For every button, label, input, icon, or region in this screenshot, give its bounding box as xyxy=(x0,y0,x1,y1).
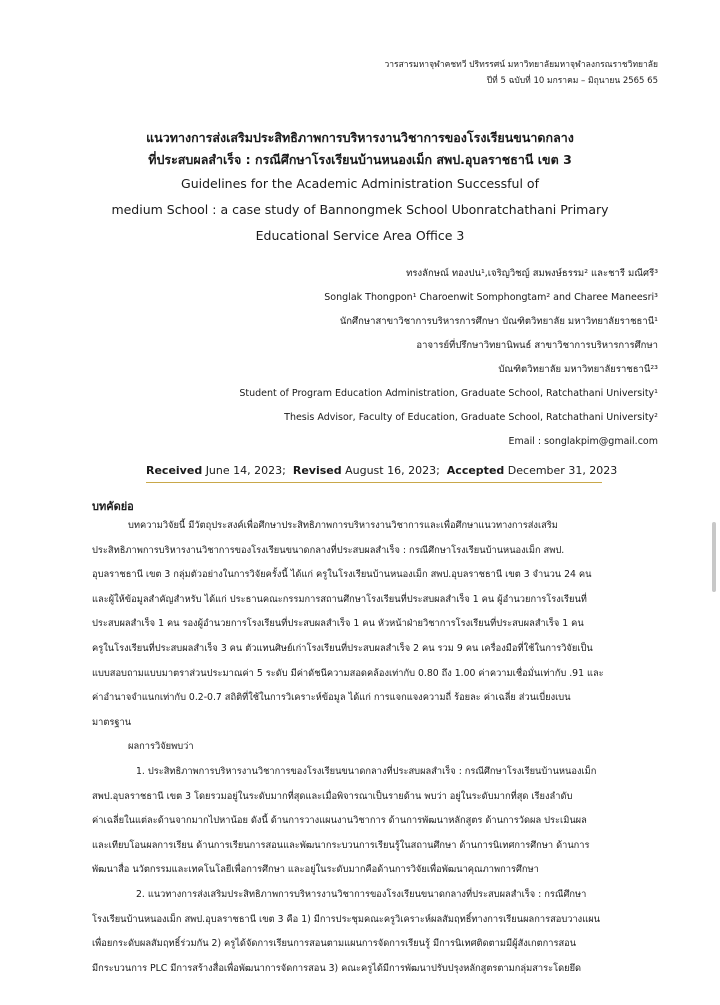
journal-name: วารสารมหาจุฬาคชทวี ปริทรรศน์ มหาวิทยาลัยมหาจุฬาลงกรณราชวิทยาลัย xyxy=(384,60,658,70)
affiliation-english-1: Student of Program Education Administration, Graduate School, Ratchathani University¹ xyxy=(239,388,658,399)
abstract-line: ประสบผลสำเร็จ 1 คน รองผู้อำนวยการโรงเรียนที่ประสบผลสำเร็จ 1 คน หัวหน้าฝ่ายวิชาการโรงเรียนที่ประสบผลสำเร็จ 1 คน xyxy=(92,618,584,630)
abstract-line: ค่าเฉลี่ยในแต่ละด้านจากมากไปหาน้อย ดังนี้ ด้านการวางแผนงานวิชาการ ด้านการพัฒนาหลักสูตร ด้านการวัดผล ประเมินผล xyxy=(92,815,587,827)
authors-thai: ทรงลักษณ์ ทองปน¹,เจริญวิชญ์ สมพงษ์ธรรม² และชารี มณีศรี³ xyxy=(406,268,658,279)
results-heading: ผลการวิจัยพบว่า xyxy=(128,741,194,753)
paper-title-block xyxy=(70,127,650,249)
journal-header xyxy=(384,57,658,89)
author-email: Email : songlakpim@gmail.com xyxy=(508,436,658,447)
abstract-line: โรงเรียนบ้านหนองเม็ก สพป.อุบลราชธานี เขต 3 คือ 1) มีการประชุมคณะครูวิเคราะห์ผลสัมฤทธิ์ทางการเรียนผลการสอบวางแผน xyxy=(92,913,601,925)
abstract-line: พัฒนาสื่อ นวัตกรรมและเทคโนโลยีเพื่อการศึกษา และอยู่ในระดับมากคือด้านการวิจัยเพื่อพัฒนาคุณภาพการศึกษา xyxy=(92,864,539,876)
received-date: June 14, 2023; xyxy=(205,464,286,477)
title-thai-line-1: แนวทางการส่งเสริมประสิทธิภาพการบริหารงานวิชาการของโรงเรียนขนาดกลาง xyxy=(146,130,574,145)
title-english-line-2: medium School : a case study of Bannongmek School Ubonratchathani Primary xyxy=(111,202,609,217)
affiliation-thai-2: อาจารย์ที่ปรึกษาวิทยานิพนธ์ สาขาวิชาการบริหารการศึกษา xyxy=(416,340,658,351)
author-block xyxy=(239,262,658,454)
revised-date: August 16, 2023; xyxy=(345,464,440,477)
title-english-line-3: Educational Service Area Office 3 xyxy=(255,228,465,243)
title-thai-line-2: ที่ประสบผลสำเร็จ : กรณีศึกษาโรงเรียนบ้านหนองเม็ก สพป.อุบลราชธานี เขต 3 xyxy=(148,152,572,167)
received-label: Received xyxy=(146,464,203,477)
abstract-line: 2. แนวทางการส่งเสริมประสิทธิภาพการบริหารงานวิชาการของโรงเรียนขนาดกลางที่ประสบผลสำเร็จ : กรณีศึกษา xyxy=(136,888,587,900)
abstract-heading: บทคัดย่อ xyxy=(92,500,134,513)
abstract-line: ครูในโรงเรียนที่ประสบผลสำเร็จ 3 คน ตัวแทนศิษย์เก่าโรงเรียนที่ประสบผลสำเร็จ 2 คน รวม 9 คน เครื่องมือที่ใช้ในการวิจัยเป็น xyxy=(92,642,593,654)
abstract-line: และผู้ให้ข้อมูลสำคัญสำหรับ ได้แก่ ประธานคณะกรรมการสถานศึกษาโรงเรียนที่ประสบผลสำเร็จ 1 คน ผู้อำนวยการโรงเรียนที่ xyxy=(92,593,587,605)
scrollbar-thumb[interactable] xyxy=(712,522,716,592)
abstract-line: อุบลราชธานี เขต 3 กลุ่มตัวอย่างในการวิจัยครั้งนี้ ได้แก่ ครูในโรงเรียนบ้านหนองเม็ก สพป.อุบลราชธานี เขต 3 จำนวน 24 คน xyxy=(92,569,592,581)
abstract-line: มีกระบวนการ PLC มีการสร้างสื่อเพื่อพัฒนาการจัดการสอน 3) คณะครูได้มีการพัฒนาปรับปรุงหลักสูตรตามกลุ่มสาระโดยยึด xyxy=(92,962,582,974)
abstract-body xyxy=(92,514,658,981)
accepted-label: Accepted xyxy=(446,464,505,477)
accepted-date: December 31, 2023 xyxy=(507,464,618,477)
abstract-line: ค่าอำนาจจำแนกเท่ากับ 0.2-0.7 สถิติที่ใช้ในการวิเคราะห์ข้อมูล ได้แก่ การแจกแจงความถี่ ร้อยละ ค่าเฉลี่ย ส่วนเบี่ยงเบน xyxy=(92,692,571,704)
dates-divider xyxy=(146,482,602,483)
abstract-line: บทความวิจัยนี้ มีวัตถุประสงค์เพื่อศึกษาประสิทธิภาพการบริหารงานวิชาการและเพื่อศึกษาแนวทางการส่งเสริม xyxy=(128,520,558,531)
abstract-line: และเทียบโอนผลการเรียน ด้านการเรียนการสอนและพัฒนากระบวนการเรียนรู้ในสถานศึกษา ด้านการนิเทศการศึกษา ด้านการ xyxy=(92,839,590,851)
revised-label: Revised xyxy=(292,464,342,477)
abstract-line: สพป.อุบลราชธานี เขต 3 โดยรวมอยู่ในระดับมากที่สุดและเมื่อพิจารณาเป็นรายด้าน พบว่า อยู่ในระดับมากที่สุด เรียงลำดับ xyxy=(92,790,573,802)
abstract-line: มาตรฐาน xyxy=(92,716,132,728)
abstract-line: ประสิทธิภาพการบริหารงานวิชาการของโรงเรียนขนาดกลางที่ประสบผลสำเร็จ : กรณีศึกษาโรงเรียนบ้านหนองเม็ก สพป. xyxy=(92,544,565,556)
authors-english: Songlak Thongpon¹ Charoenwit Somphongtam² and Charee Maneesri³ xyxy=(324,292,658,303)
title-english-line-1: Guidelines for the Academic Administration Successful of xyxy=(181,176,539,191)
abstract-line: แบบสอบถามแบบมาตราส่วนประมาณค่า 5 ระดับ มีค่าดัชนีความสอดคล้องเท่ากับ 0.80 ถึง 1.00 ค่าความเชื่อมั่นเท่ากับ .91 และ xyxy=(92,667,604,679)
abstract-line: เพื่อยกระดับผลสัมฤทธิ์ร่วมกัน 2) ครูได้จัดการเรียนการสอนตามแผนการจัดการเรียนรู้ มีการนิเทศติดตามมีผู้สังเกตการสอน xyxy=(92,938,577,950)
affiliation-thai-3: บัณฑิตวิทยาลัย มหาวิทยาลัยราชธานี²³ xyxy=(498,364,658,375)
journal-issue: ปีที่ 5 ฉบับที่ 10 มกราคม – มิถุนายน 2565 65 xyxy=(486,76,658,86)
affiliation-thai-1: นักศึกษาสาขาวิชาการบริหารการศึกษา บัณฑิตวิทยาลัย มหาวิทยาลัยราชธานี¹ xyxy=(339,316,658,327)
abstract-line: 1. ประสิทธิภาพการบริหารงานวิชาการของโรงเรียนขนาดกลางที่ประสบผลสำเร็จ : กรณีศึกษาโรงเรียนบ้านหนองเม็ก xyxy=(136,765,597,777)
affiliation-english-2: Thesis Advisor, Faculty of Education, Graduate School, Ratchathani University² xyxy=(284,412,658,423)
submission-dates xyxy=(146,462,617,480)
